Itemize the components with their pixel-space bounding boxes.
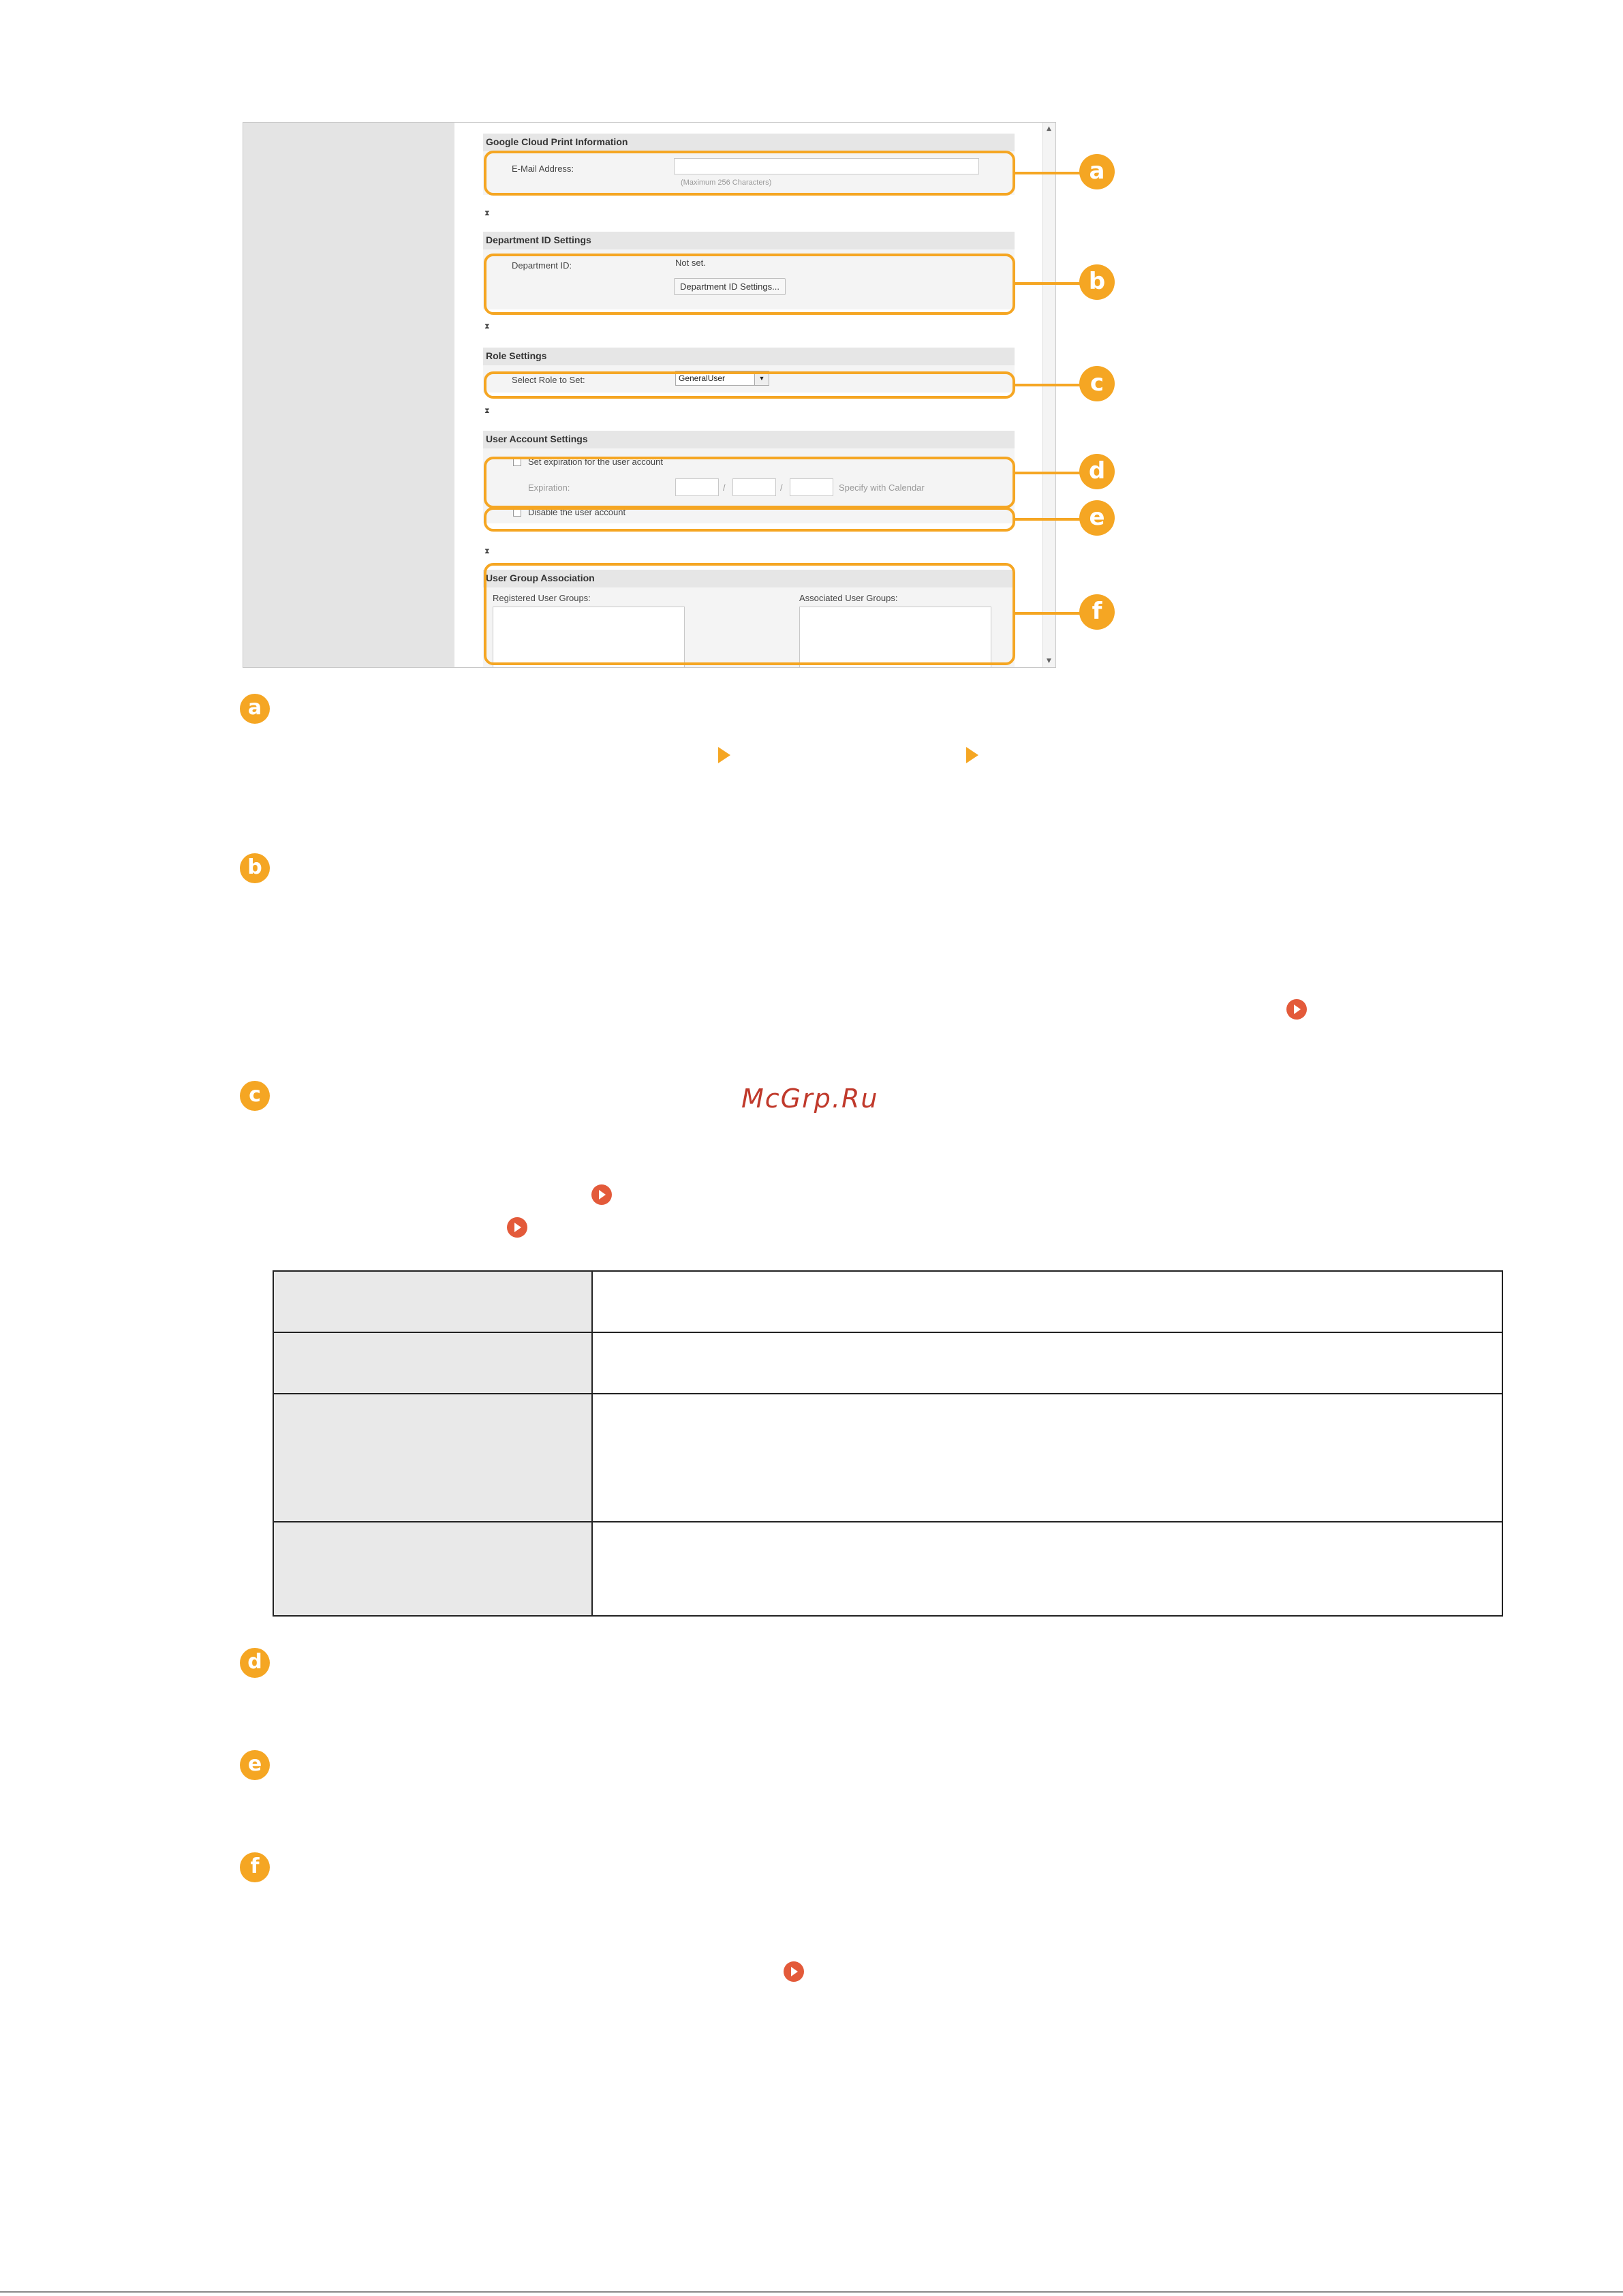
- item-marker-a: a: [240, 694, 270, 724]
- email-label: E-Mail Address:: [512, 164, 574, 174]
- callout-leader-c: [1014, 384, 1081, 386]
- item-marker-b: b: [240, 853, 270, 883]
- roles-table: [273, 1270, 1503, 1617]
- disable-account-label: Disable the user account: [528, 507, 626, 517]
- scroll-up-icon[interactable]: ▲: [1047, 125, 1051, 132]
- section-heading-role: Role Settings: [483, 348, 1015, 365]
- section-heading-account: User Account Settings: [483, 431, 1015, 448]
- department-id-value: Not set.: [675, 258, 706, 268]
- footer-rule: [0, 2291, 1623, 2293]
- callout-leader-f: [1014, 612, 1081, 615]
- watermark: McGrp.Ru: [741, 1084, 879, 1114]
- department-id-settings-button[interactable]: Department ID Settings...: [674, 278, 786, 295]
- table-cell: [592, 1522, 1502, 1616]
- callout-box-d: [484, 457, 1015, 508]
- item-marker-d: d: [240, 1648, 270, 1678]
- callout-box-e: [484, 507, 1015, 532]
- role-select-value: GeneralUser: [679, 373, 726, 383]
- section-heading-groups: User Group Association: [483, 570, 1015, 587]
- expiry-checkbox-label: Set expiration for the user account: [528, 457, 664, 467]
- callout-box-b: [484, 254, 1015, 315]
- scroll-down-icon[interactable]: ▼: [1047, 658, 1051, 664]
- expiration-label: Expiration:: [528, 483, 570, 493]
- item-marker-c: c: [240, 1081, 270, 1111]
- link-arrow-icon[interactable]: [507, 1217, 527, 1238]
- scrollbar[interactable]: [1042, 123, 1055, 667]
- callout-badge-f: f: [1079, 594, 1115, 630]
- table-cell: [592, 1332, 1502, 1394]
- collapse-icon[interactable]: ⧗: [484, 322, 490, 331]
- table-row: [273, 1332, 1502, 1394]
- callout-leader-d: [1014, 472, 1081, 474]
- section-heading-dept: Department ID Settings: [483, 232, 1015, 249]
- table-cell: [273, 1332, 592, 1394]
- table-row: [273, 1394, 1502, 1522]
- table-row: [273, 1522, 1502, 1616]
- callout-box-a: [484, 151, 1015, 196]
- registered-groups-label: Registered User Groups:: [493, 593, 591, 603]
- table-row: [273, 1271, 1502, 1332]
- callout-leader-b: [1014, 282, 1081, 285]
- left-pane: [243, 123, 454, 667]
- callout-badge-d: d: [1079, 454, 1115, 489]
- table-cell: [273, 1522, 592, 1616]
- link-arrow-icon[interactable]: [1286, 999, 1307, 1020]
- callout-leader-a: [1014, 172, 1081, 174]
- department-id-label: Department ID:: [512, 260, 572, 271]
- callout-badge-b: b: [1079, 264, 1115, 300]
- callout-badge-c: c: [1079, 366, 1115, 401]
- associated-groups-label: Associated User Groups:: [799, 593, 898, 603]
- collapse-icon[interactable]: ⧗: [484, 547, 490, 555]
- callout-leader-e: [1014, 518, 1081, 521]
- table-cell: [273, 1271, 592, 1332]
- arrow-right-icon: [966, 747, 978, 763]
- item-marker-e: e: [240, 1750, 270, 1780]
- select-role-label: Select Role to Set:: [512, 375, 585, 385]
- chevron-down-icon[interactable]: ▼: [754, 371, 769, 385]
- table-cell: [273, 1394, 592, 1522]
- email-hint: (Maximum 256 Characters): [681, 179, 772, 187]
- callout-box-f: [484, 563, 1015, 665]
- table-cell: [592, 1394, 1502, 1522]
- callout-badge-a: a: [1079, 154, 1115, 189]
- arrow-right-icon: [718, 747, 730, 763]
- link-arrow-icon[interactable]: [784, 1961, 804, 1982]
- date-separator: /: [780, 483, 783, 493]
- callout-badge-e: e: [1079, 500, 1115, 536]
- collapse-icon[interactable]: ⧗: [484, 406, 490, 415]
- specify-calendar-link[interactable]: Specify with Calendar: [839, 483, 925, 493]
- collapse-icon[interactable]: ⧗: [484, 209, 490, 217]
- section-heading-gcp: Google Cloud Print Information: [483, 134, 1015, 151]
- callout-box-c: [484, 371, 1015, 399]
- date-separator: /: [723, 483, 726, 493]
- link-arrow-icon[interactable]: [591, 1184, 612, 1205]
- item-marker-f: f: [240, 1852, 270, 1882]
- table-cell: [592, 1271, 1502, 1332]
